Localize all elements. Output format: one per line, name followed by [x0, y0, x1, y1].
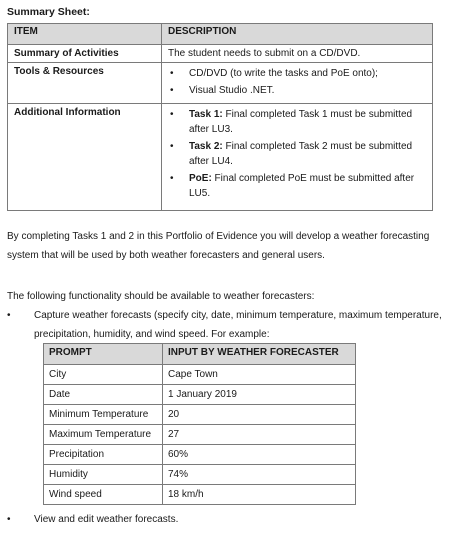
cell-prompt: Precipitation [44, 445, 163, 465]
cell-value: 18 km/h [163, 485, 356, 505]
bullet-text: View and edit weather forecasts. [34, 514, 179, 525]
table-row [44, 445, 356, 465]
tools-list [168, 66, 426, 98]
summary-table [7, 23, 433, 211]
bullet-icon: • [170, 85, 174, 96]
list-item-text: Final completed PoE must be submitted after LU5. [189, 173, 415, 199]
row-label-additional: Additional Information [8, 104, 162, 211]
weather-table-header-row [44, 344, 356, 365]
table-row [8, 45, 433, 63]
cell-prompt: Minimum Temperature [44, 405, 163, 425]
table-row [44, 365, 356, 385]
list-item-key: Task 2: [189, 141, 223, 152]
bullet-icon: • [170, 173, 174, 184]
table-row [44, 485, 356, 505]
row-label-activities: Summary of Activities [8, 45, 162, 63]
list-item [168, 83, 426, 98]
summary-table-header-row [8, 24, 433, 45]
list-item-text: Final completed Task 1 must be submitted after LU3. [189, 109, 413, 135]
intro-paragraph: By completing Tasks 1 and 2 in this Portfolio of Evidence you will develop a weather forecasting system that will be used by both weather forecasters and general users. [7, 231, 430, 261]
bullet-icon: • [170, 141, 174, 152]
cell-prompt: Wind speed [44, 485, 163, 505]
list-item-text: Visual Studio .NET. [189, 85, 275, 96]
cell-value: 60% [163, 445, 356, 465]
list-item-key: Task 1: [189, 109, 223, 120]
summary-sheet-heading: Summary Sheet: [7, 6, 90, 18]
list-item-text: CD/DVD (to write the tasks and PoE onto); [189, 68, 378, 79]
cell-prompt: Date [44, 385, 163, 405]
table-row [44, 405, 356, 425]
table-row [8, 63, 433, 104]
table-row [8, 104, 433, 211]
bullet-icon: • [170, 68, 174, 79]
additional-list [168, 107, 426, 201]
row-label-tools: Tools & Resources [8, 63, 162, 104]
cell-prompt: Maximum Temperature [44, 425, 163, 445]
row-value-additional [162, 104, 433, 211]
bullet-icon: • [170, 109, 174, 120]
list-item [168, 171, 426, 201]
cell-value: Cape Town [163, 365, 356, 385]
table-row [44, 385, 356, 405]
cell-value: 27 [163, 425, 356, 445]
cell-value: 1 January 2019 [163, 385, 356, 405]
row-value-tools [162, 63, 433, 104]
column-header-input: INPUT BY WEATHER FORECASTER [163, 344, 356, 365]
cell-value: 20 [163, 405, 356, 425]
cell-prompt: Humidity [44, 465, 163, 485]
functionality-intro: The following functionality should be available to weather forecasters: [7, 291, 315, 302]
list-item [168, 139, 426, 169]
weather-example-table [43, 343, 356, 505]
row-value-activities: The student needs to submit on a CD/DVD. [162, 45, 433, 63]
list-item [168, 66, 426, 81]
table-row [44, 465, 356, 485]
column-header-item: ITEM [8, 24, 162, 45]
cell-prompt: City [44, 365, 163, 385]
list-item-text: Final completed Task 2 must be submitted after LU4. [189, 141, 413, 167]
list-item-key: PoE: [189, 173, 212, 184]
bullet-text: Capture weather forecasts (specify city, date, minimum temperature, maximum temperature, precipitation, humidity, and wind speed. For example: [34, 310, 442, 340]
table-row [44, 425, 356, 445]
bullet-icon: • [7, 310, 11, 321]
list-item [168, 107, 426, 137]
column-header-prompt: PROMPT [44, 344, 163, 365]
cell-value: 74% [163, 465, 356, 485]
column-header-description: DESCRIPTION [162, 24, 433, 45]
bullet-icon: • [7, 514, 11, 525]
